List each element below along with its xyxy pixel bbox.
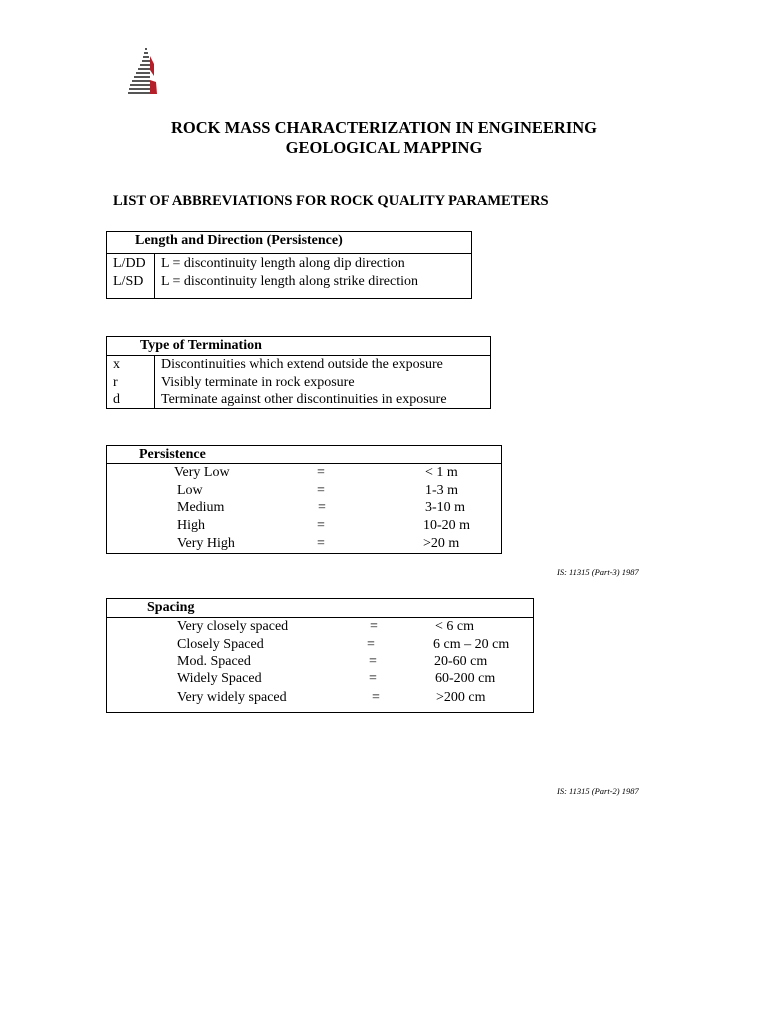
persistence-label: Medium — [177, 500, 225, 515]
spacing-value: < 6 cm — [435, 619, 474, 634]
spacing-value: 6 cm – 20 cm — [433, 637, 510, 652]
spacing-equals: = — [369, 654, 377, 669]
spacing-label: Very closely spaced — [177, 619, 289, 634]
spacing-value: 20-60 cm — [434, 654, 488, 669]
persistence-label: Low — [177, 483, 203, 498]
persistence-label: High — [177, 518, 205, 533]
length-direction-header: Length and Direction (Persistence) — [135, 233, 343, 248]
termination-code: d — [113, 392, 120, 407]
spacing-label: Widely Spaced — [177, 671, 262, 686]
termination-desc: Terminate against other discontinuities in exposure — [161, 392, 447, 407]
persistence-equals: = — [317, 483, 325, 498]
persistence-value: 10-20 m — [423, 518, 471, 533]
persistence-value: 1-3 m — [425, 483, 459, 498]
termination-code: x — [113, 357, 120, 372]
spacing-reference: IS: 11315 (Part-2) 1987 — [557, 786, 639, 796]
persistence-equals: = — [317, 465, 325, 480]
spacing-equals: = — [369, 671, 377, 686]
length-direction-code: L/DD — [113, 256, 146, 271]
spacing-header: Spacing — [147, 600, 195, 615]
document-title-line1: ROCK MASS CHARACTERIZATION IN ENGINEERING — [170, 118, 597, 137]
spacing-label: Mod. Spaced — [177, 654, 251, 669]
persistence-equals: = — [318, 500, 326, 515]
persistence-label: Very High — [177, 536, 235, 551]
spacing-equals: = — [367, 637, 375, 652]
spacing-label: Closely Spaced — [177, 637, 264, 652]
persistence-table — [106, 445, 502, 554]
persistence-value: < 1 m — [425, 465, 458, 480]
persistence-equals: = — [317, 536, 325, 551]
persistence-value: 3-10 m — [425, 500, 466, 515]
persistence-equals: = — [317, 518, 325, 533]
termination-code: r — [113, 375, 118, 390]
spacing-value: >200 cm — [436, 690, 486, 705]
spacing-value: 60-200 cm — [435, 671, 496, 686]
document-title-line2: GEOLOGICAL MAPPING — [285, 138, 483, 157]
persistence-reference: IS: 11315 (Part-3) 1987 — [557, 567, 639, 577]
length-direction-table — [106, 231, 472, 299]
termination-desc: Discontinuities which extend outside the exposure — [161, 357, 443, 372]
spacing-equals: = — [372, 690, 380, 705]
spacing-equals: = — [370, 619, 378, 634]
persistence-label: Very Low — [174, 465, 230, 480]
persistence-header: Persistence — [139, 447, 206, 462]
organization-logo — [128, 46, 160, 96]
spacing-table — [106, 598, 534, 713]
termination-desc: Visibly terminate in rock exposure — [161, 375, 355, 390]
termination-header: Type of Termination — [140, 338, 262, 353]
length-direction-desc: L = discontinuity length along dip direction — [161, 256, 405, 271]
persistence-value: >20 m — [423, 536, 460, 551]
termination-table — [106, 336, 491, 409]
length-direction-code: L/SD — [113, 274, 144, 289]
spacing-label: Very widely spaced — [177, 690, 287, 705]
length-direction-desc: L = discontinuity length along strike direction — [161, 274, 418, 289]
section-title: LIST OF ABBREVIATIONS FOR ROCK QUALITY PARAMETERS — [113, 193, 549, 209]
